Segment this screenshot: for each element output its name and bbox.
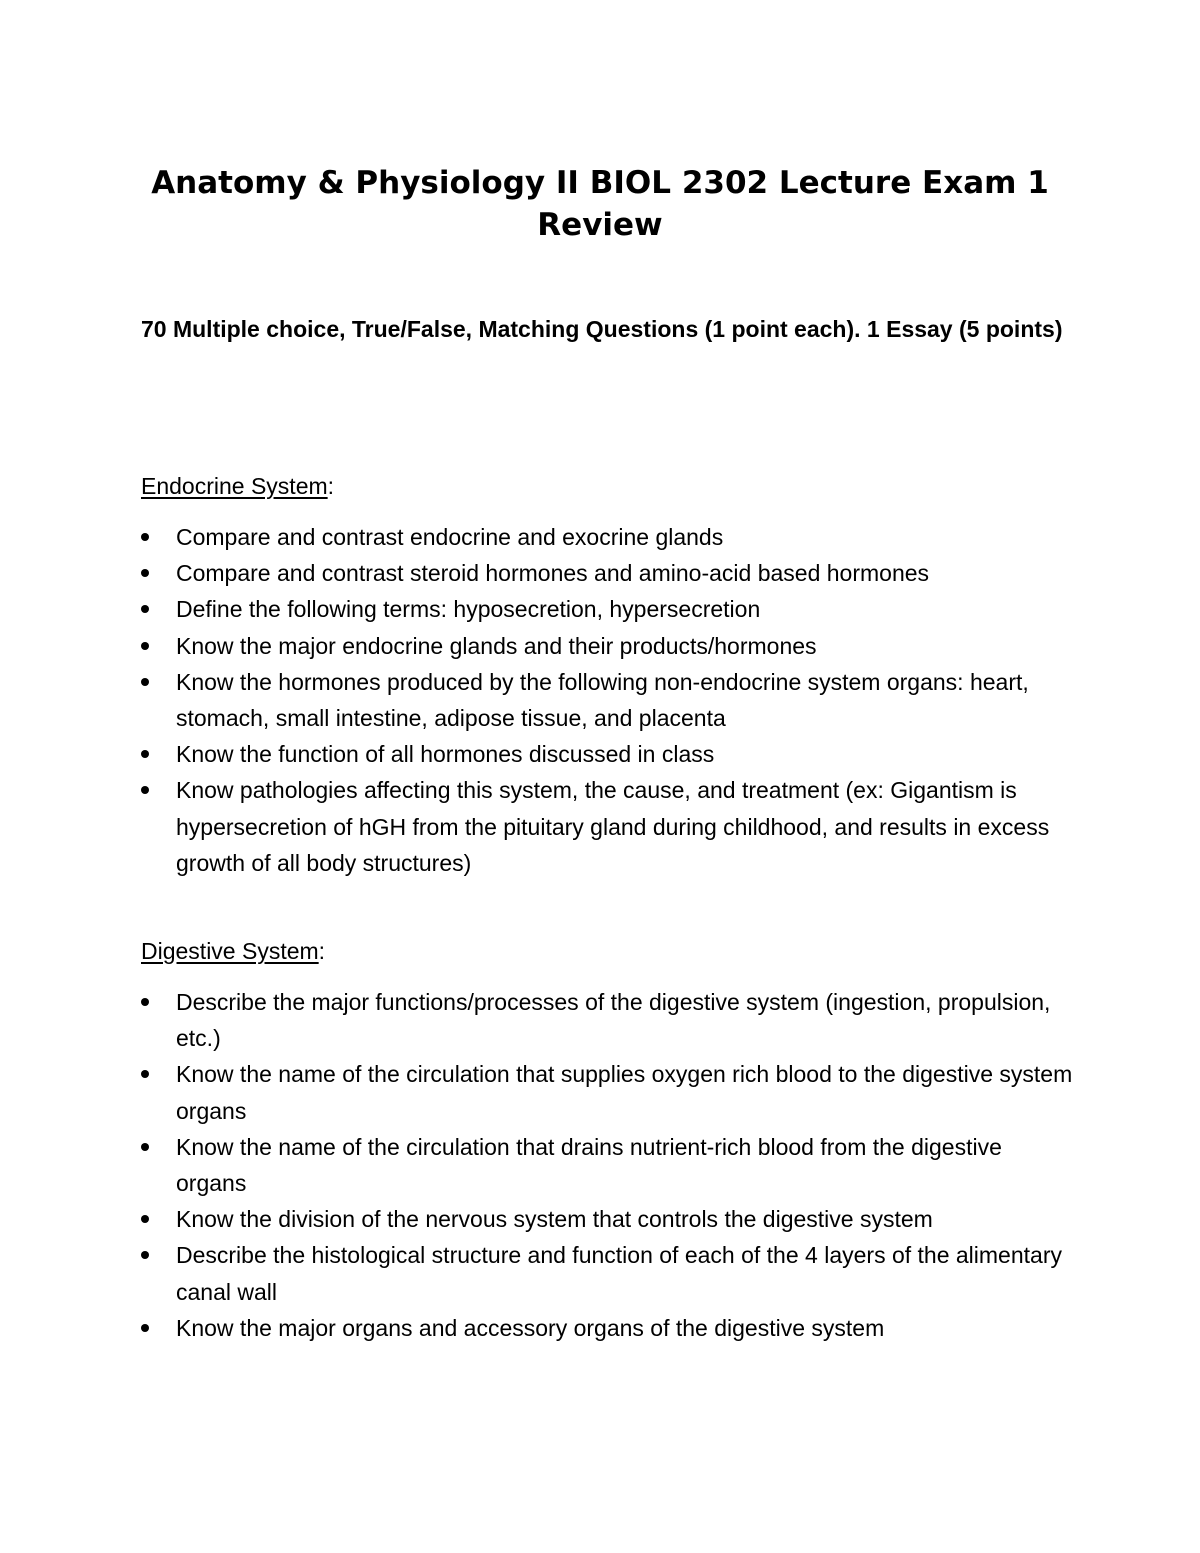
bullet-icon <box>141 569 149 577</box>
list-item-text: Know the hormones produced by the following non-endocrine system organs: heart, stomach, small intestine, adipose tissue, and placenta <box>176 668 1029 732</box>
endocrine-topic-list <box>141 519 1076 881</box>
list-item-text: Describe the major functions/processes of the digestive system (ingestion, propulsion, etc.) <box>176 989 1051 1052</box>
list-item-text: Know pathologies affecting this system, the cause, and treatment (ex: Gigantism is hypersecretion of hGH from the pituitary gland during childhood, and results in excess growth of all body structures) <box>176 777 1050 876</box>
list-item <box>141 519 1076 555</box>
section-heading-suffix: : <box>327 473 335 499</box>
bullet-icon <box>141 1251 149 1259</box>
bullet-icon <box>141 1324 149 1332</box>
bullet-icon <box>141 642 149 650</box>
list-item <box>141 1056 1076 1128</box>
bullet-icon <box>141 678 149 686</box>
section-heading-label: Digestive System <box>141 938 319 964</box>
list-item <box>141 591 1076 627</box>
bullet-icon <box>141 533 149 541</box>
list-item <box>141 736 1076 772</box>
list-item-text: Know the major organs and accessory organs of the digestive system <box>176 1314 885 1341</box>
section-heading-digestive <box>141 936 325 966</box>
list-item-text: Know the major endocrine glands and their products/hormones <box>176 632 817 659</box>
bullet-icon <box>141 998 149 1006</box>
list-item <box>141 664 1076 736</box>
list-item <box>141 1237 1076 1309</box>
list-item-text: Compare and contrast steroid hormones and amino-acid based hormones <box>176 560 930 587</box>
list-item-text: Know the name of the circulation that drains nutrient-rich blood from the digestive organs <box>176 1133 1002 1197</box>
list-item-text: Know the name of the circulation that supplies oxygen rich blood to the digestive system organs <box>176 1061 1073 1124</box>
list-item <box>141 555 1076 591</box>
list-item-text: Know the function of all hormones discussed in class <box>176 741 715 768</box>
bullet-icon <box>141 1215 149 1223</box>
list-item-text: Describe the histological structure and function of each of the 4 layers of the alimentary canal wall <box>176 1242 1062 1305</box>
list-item-text: Know the division of the nervous system that controls the digestive system <box>176 1206 933 1233</box>
section-heading-suffix: : <box>318 938 326 964</box>
bullet-icon <box>141 1143 149 1151</box>
section-heading-label: Endocrine System <box>141 473 328 499</box>
bullet-icon <box>141 750 149 758</box>
list-item <box>141 1310 1076 1346</box>
bullet-icon <box>141 605 149 613</box>
list-item-text: Define the following terms: hyposecretion, hypersecretion <box>176 596 761 623</box>
list-item <box>141 1201 1076 1237</box>
document-title: Anatomy & Physiology II BIOL 2302 Lecture Exam 1 Review <box>151 165 1049 243</box>
bullet-icon <box>141 1070 149 1078</box>
list-item <box>141 628 1076 664</box>
list-item <box>141 1129 1076 1201</box>
list-item <box>141 984 1076 1056</box>
section-heading-endocrine <box>141 471 334 501</box>
digestive-topic-list <box>141 984 1076 1346</box>
list-item-text: Compare and contrast endocrine and exocrine glands <box>176 524 724 550</box>
exam-format-summary: 70 Multiple choice, True/False, Matching Questions (1 point each). 1 Essay (5 points) <box>141 316 1063 342</box>
list-item <box>141 772 1076 881</box>
bullet-icon <box>141 786 149 794</box>
